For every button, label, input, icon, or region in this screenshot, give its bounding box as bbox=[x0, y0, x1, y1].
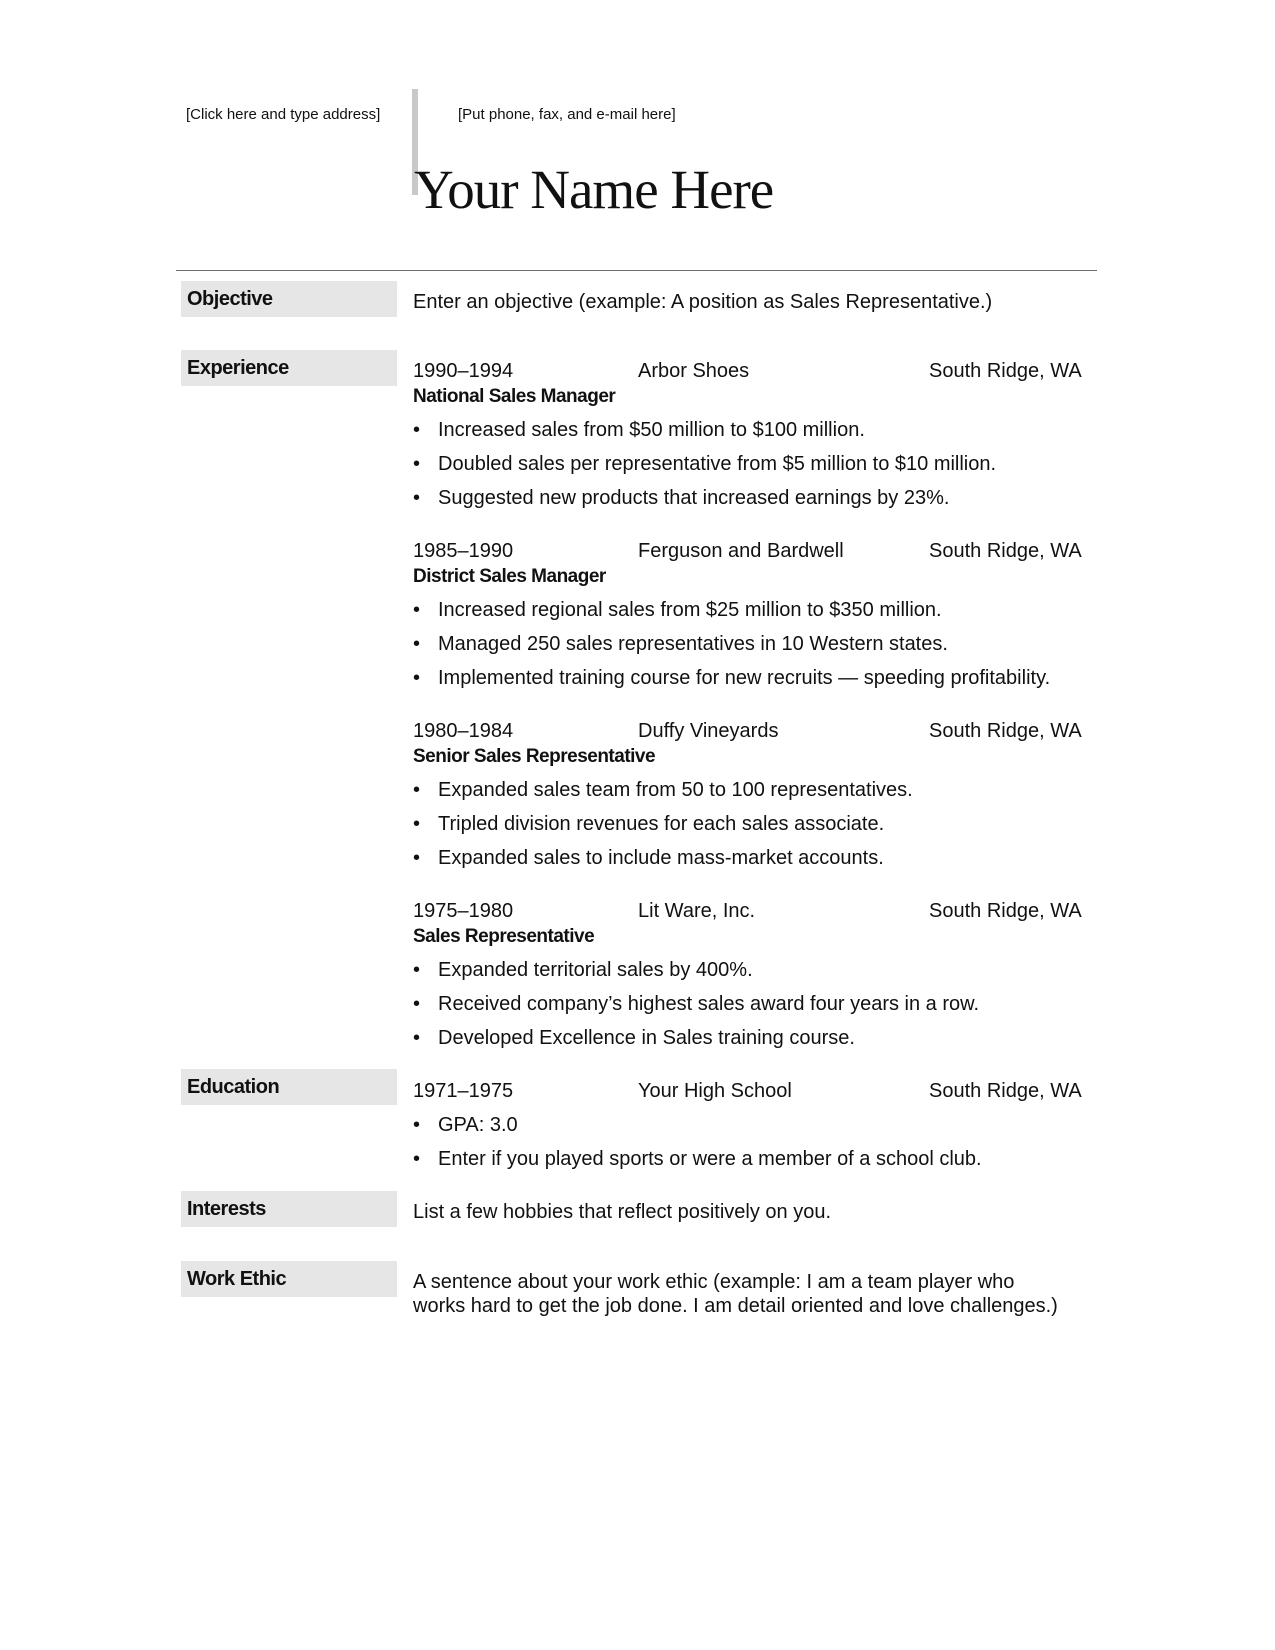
job-line bbox=[413, 719, 1093, 743]
job-title[interactable]: Sales Representative bbox=[413, 926, 595, 947]
bullet-icon: • bbox=[413, 453, 421, 475]
bullet-text[interactable]: Suggested new products that increased earnings by 23%. bbox=[438, 487, 950, 509]
work-ethic-line: works hard to get the job done. I am detail oriented and love challenges.) bbox=[413, 1295, 1058, 1317]
job-title[interactable]: District Sales Manager bbox=[413, 566, 606, 587]
objective-text[interactable]: Enter an objective (example: A position as Sales Representative.) bbox=[413, 291, 993, 313]
bullet-icon: • bbox=[413, 1114, 421, 1136]
bullet-text[interactable]: Tripled division revenues for each sales associate. bbox=[438, 813, 885, 835]
bullet-text[interactable]: Expanded territorial sales by 400%. bbox=[438, 959, 753, 981]
bullet-icon: • bbox=[413, 813, 421, 835]
bullet-text[interactable]: Managed 250 sales representatives in 10 Western states. bbox=[438, 633, 948, 655]
bullet-text[interactable]: Increased regional sales from $25 million to $350 million. bbox=[438, 599, 942, 621]
job-company[interactable]: Lit Ware, Inc. bbox=[638, 900, 756, 922]
job-years[interactable]: 1985–1990 bbox=[413, 540, 514, 562]
work-ethic-text[interactable] bbox=[413, 1270, 1093, 1318]
bullet-icon: • bbox=[413, 419, 421, 441]
bullet-icon: • bbox=[413, 847, 421, 869]
bullet-text[interactable]: Increased sales from $50 million to $100 million. bbox=[438, 419, 865, 441]
education-line bbox=[413, 1079, 1093, 1103]
bullet-text[interactable]: Enter if you played sports or were a member of a school club. bbox=[438, 1148, 982, 1170]
job-line bbox=[413, 899, 1093, 923]
section-label-education: Education bbox=[181, 1069, 397, 1105]
bullet-icon: • bbox=[413, 1027, 421, 1049]
job-company[interactable]: Duffy Vineyards bbox=[638, 720, 779, 742]
contact-placeholder[interactable]: [Put phone, fax, and e-mail here] bbox=[458, 106, 676, 123]
job-location[interactable]: South Ridge, WA bbox=[929, 900, 1082, 922]
bullet-text[interactable]: Developed Excellence in Sales training course. bbox=[438, 1027, 855, 1049]
bullet-text[interactable]: GPA: 3.0 bbox=[438, 1114, 518, 1136]
education-years[interactable]: 1971–1975 bbox=[413, 1080, 514, 1102]
education-school[interactable]: Your High School bbox=[638, 1080, 792, 1102]
bullet-icon: • bbox=[413, 993, 421, 1015]
bullet-icon: • bbox=[413, 633, 421, 655]
job-company[interactable]: Arbor Shoes bbox=[638, 360, 750, 382]
bullet-text[interactable]: Doubled sales per representative from $5 million to $10 million. bbox=[438, 453, 997, 475]
job-location[interactable]: South Ridge, WA bbox=[929, 360, 1082, 382]
bullet-text[interactable]: Implemented training course for new recruits — speeding profitability. bbox=[438, 667, 1051, 689]
work-ethic-line: A sentence about your work ethic (example: I am a team player who bbox=[413, 1271, 1015, 1293]
education-location[interactable]: South Ridge, WA bbox=[929, 1080, 1082, 1102]
job-title[interactable]: Senior Sales Representative bbox=[413, 746, 656, 767]
bullet-icon: • bbox=[413, 959, 421, 981]
bullet-icon: • bbox=[413, 779, 421, 801]
bullet-icon: • bbox=[413, 487, 421, 509]
job-years[interactable]: 1975–1980 bbox=[413, 900, 514, 922]
interests-text[interactable]: List a few hobbies that reflect positively on you. bbox=[413, 1201, 832, 1223]
bullet-text[interactable]: Expanded sales team from 50 to 100 representatives. bbox=[438, 779, 913, 801]
job-line bbox=[413, 539, 1093, 563]
bullet-text[interactable]: Received company’s highest sales award four years in a row. bbox=[438, 993, 980, 1015]
header-rule bbox=[176, 270, 1097, 271]
section-label-objective: Objective bbox=[181, 281, 397, 317]
job-line bbox=[413, 359, 1093, 383]
section-label-work-ethic: Work Ethic bbox=[181, 1261, 397, 1297]
address-placeholder[interactable]: [Click here and type address] bbox=[186, 106, 381, 123]
job-location[interactable]: South Ridge, WA bbox=[929, 720, 1082, 742]
bullet-icon: • bbox=[413, 1148, 421, 1170]
job-location[interactable]: South Ridge, WA bbox=[929, 540, 1082, 562]
bullet-text[interactable]: Expanded sales to include mass-market accounts. bbox=[438, 847, 884, 869]
bullet-icon: • bbox=[413, 667, 421, 689]
job-title[interactable]: National Sales Manager bbox=[413, 386, 616, 407]
bullet-icon: • bbox=[413, 599, 421, 621]
section-label-experience: Experience bbox=[181, 350, 397, 386]
resume-name[interactable]: Your Name Here bbox=[414, 159, 774, 220]
job-company[interactable]: Ferguson and Bardwell bbox=[638, 540, 844, 562]
job-years[interactable]: 1980–1984 bbox=[413, 720, 514, 742]
job-years[interactable]: 1990–1994 bbox=[413, 360, 514, 382]
section-label-interests: Interests bbox=[181, 1191, 397, 1227]
